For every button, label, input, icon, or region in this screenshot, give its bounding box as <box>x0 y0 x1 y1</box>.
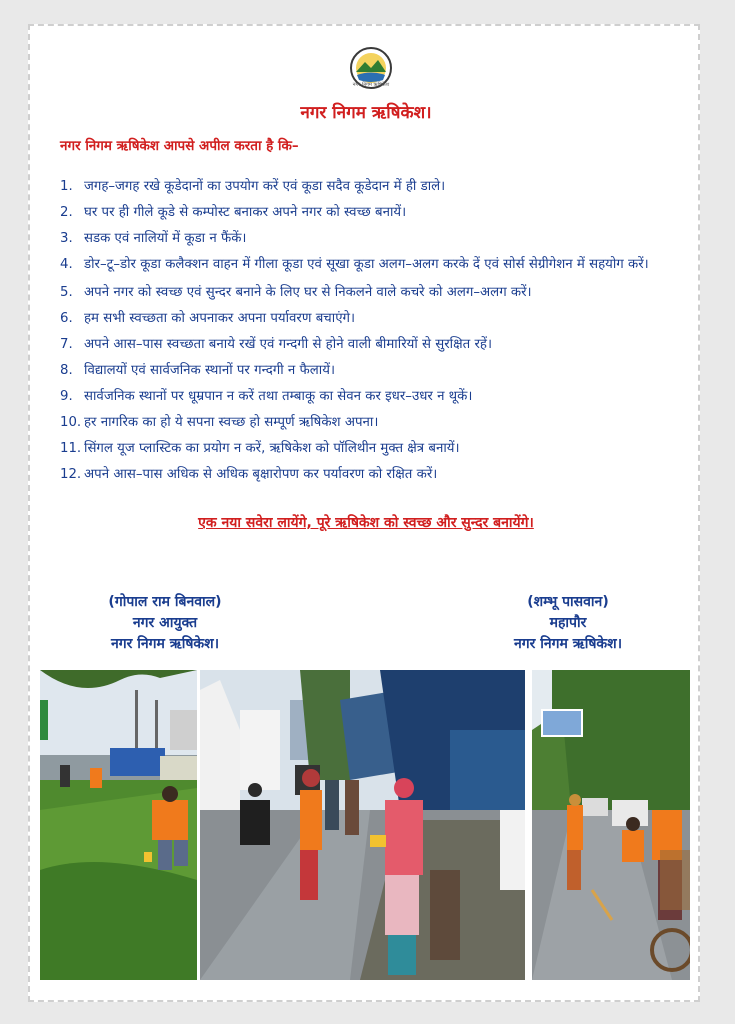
appeal-intro: नगर निगम ऋषिकेश आपसे अपील करता है कि– <box>60 138 299 154</box>
signatory-office: नगर निगम ऋषिकेश। <box>110 636 219 652</box>
logo-caption: नगर निगम ऋषिकेश <box>352 82 390 88</box>
page-title: नगर निगम ऋषिकेश। <box>300 103 432 123</box>
signatory-name: (गोपाल राम बिनवाल) <box>108 594 222 610</box>
photo-roadside-cleaning <box>40 670 197 980</box>
signatory-designation: नगर आयुक्त <box>132 615 198 631</box>
list-item: 8. विद्यालयों एवं सार्वजनिक स्थानों पर गन्दगी न फैलायें। <box>60 363 335 378</box>
list-item: 3. सडक एवं नालियों में कूडा न फैंकें। <box>60 231 247 246</box>
photo-street-cleaning <box>200 670 525 980</box>
list-item: 12. अपने आस–पास अधिक से अधिक बृक्षारोपण कर पर्यावरण को रक्षित करें। <box>60 467 438 482</box>
list-item: 7. अपने आस–पास स्वच्छता बनाये रखें एवं गन्दगी से होने वाली बीमारियों से सुरक्षित रहें। <box>60 337 492 352</box>
signatory-mayor <box>468 592 668 655</box>
list-item: 1. जगह–जगह रखे कूडेदानों का उपयोग करें एवं कूडा सदैव कूडेदान में ही डाले। <box>60 179 446 194</box>
notice-sheet <box>28 24 700 1002</box>
list-item: 2. घर पर ही गीले कूडे से कम्पोस्ट बनाकर अपने नगर को स्वच्छ बनायें। <box>60 205 407 220</box>
list-item: 10. हर नागरिक का हो ये सपना स्वच्छ हो सम्पूर्ण ऋषिकेश अपना। <box>60 415 379 430</box>
signatory-name: (शम्भू पासवान) <box>527 594 609 610</box>
list-item: 9. सार्वजनिक स्थानों पर धूम्रपान न करें तथा तम्बाकू का सेवन कर इधर–उधर न थूकें। <box>60 389 473 404</box>
signatory-designation: महापौर <box>549 615 587 631</box>
appeal-list <box>60 174 680 488</box>
list-item: 4. डोर–टू–डोर कूडा कलैक्शन वाहन में गीला कूडा एवं सूखा कूडा अलग–अलग करके दें एवं सोर्स सेग्रीगेशन में सहयोग करें। <box>60 257 649 272</box>
list-item: 5. अपने नगर को स्वच्छ एवं सुन्दर बनाने के लिए घर से निकलने वाले कचरे को अलग–अलग करें। <box>60 285 532 300</box>
list-item: 11. सिंगल यूज प्लास्टिक का प्रयोग न करें, ऋषिकेश को पॉलिथीन मुक्त क्षेत्र बनायें। <box>60 441 460 456</box>
signatory-commissioner <box>70 592 260 655</box>
signatory-office: नगर निगम ऋषिकेश। <box>513 636 622 652</box>
slogan: एक नया सवेरा लायेंगे, पूरे ऋषिकेश को स्वच्छ और सुन्दर बनायेंगे। <box>198 515 534 531</box>
photo-road-sweeping <box>532 670 690 980</box>
list-item: 6. हम सभी स्वच्छता को अपनाकर अपना पर्यावरण बचाएंगे। <box>60 311 356 326</box>
